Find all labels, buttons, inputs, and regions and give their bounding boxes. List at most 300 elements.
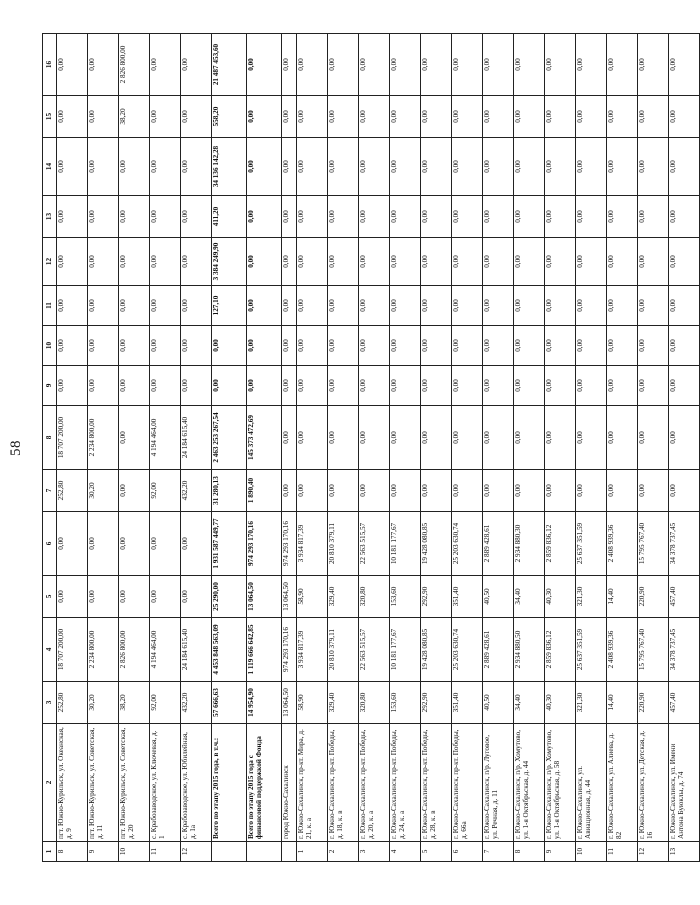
value-cell: 329,40 <box>328 576 359 618</box>
table-row <box>88 34 119 862</box>
value-cell: 432,20 <box>181 470 212 512</box>
address-cell: г. Южно-Сахалинск, ул. Алиева, д. 82 <box>607 724 638 842</box>
value-cell: 0,00 <box>88 34 119 96</box>
value-cell: 0,00 <box>328 406 359 470</box>
value-cell: 0,00 <box>297 96 328 138</box>
value-cell: 0,00 <box>607 96 638 138</box>
value-cell: 0,00 <box>57 34 88 96</box>
row-number-cell: 8 <box>57 842 88 862</box>
value-cell: 2 934 880,30 <box>514 512 545 576</box>
value-cell: 0,00 <box>359 138 390 196</box>
value-cell: 0,00 <box>607 238 638 286</box>
value-cell: 220,90 <box>638 576 669 618</box>
value-cell: 0,00 <box>421 238 452 286</box>
value-cell: 0,00 <box>181 96 212 138</box>
value-cell: 0,00 <box>297 286 328 326</box>
value-cell: 0,00 <box>638 406 669 470</box>
value-cell: 0,00 <box>119 576 150 618</box>
section-value-cell: 0,00 <box>282 470 297 512</box>
section-title: город Южно-Сахалинск <box>282 724 297 842</box>
value-cell: 40,50 <box>483 682 514 724</box>
row-number-cell: 8 <box>514 842 545 862</box>
value-cell: 0,00 <box>150 196 181 238</box>
value-cell: 0,00 <box>390 366 421 406</box>
value-cell: 0,00 <box>119 286 150 326</box>
value-cell: 0,00 <box>57 326 88 366</box>
value-cell: 0,00 <box>669 34 700 96</box>
section-value-cell: 0,00 <box>282 196 297 238</box>
row-number-cell: 9 <box>88 842 119 862</box>
value-cell: 0,00 <box>297 138 328 196</box>
column-number-header: 3 <box>43 682 57 724</box>
value-cell: 0,00 <box>181 366 212 406</box>
value-cell: 0,00 <box>669 196 700 238</box>
value-cell: 15 795 767,40 <box>638 512 669 576</box>
value-cell: 0,00 <box>669 238 700 286</box>
section-number-cell <box>282 842 297 862</box>
value-cell: 0,00 <box>359 238 390 286</box>
value-cell: 0,00 <box>359 326 390 366</box>
value-cell: 329,40 <box>328 682 359 724</box>
value-cell: 3 934 817,39 <box>297 512 328 576</box>
value-cell: 10 181 177,67 <box>390 618 421 682</box>
value-cell: 0,00 <box>607 196 638 238</box>
value-cell: 2 859 836,12 <box>545 512 576 576</box>
value-cell: 0,00 <box>88 96 119 138</box>
table-row <box>57 34 88 862</box>
value-cell: 0,00 <box>328 96 359 138</box>
value-cell: 0,00 <box>328 470 359 512</box>
value-cell: 0,00 <box>483 96 514 138</box>
value-cell: 22 563 515,57 <box>359 618 390 682</box>
value-cell: 0,00 <box>390 196 421 238</box>
value-cell: 0,00 <box>669 470 700 512</box>
table-row <box>150 34 181 862</box>
value-cell: 1 890,40 <box>247 470 282 512</box>
address-cell: Всего по этапу 2015 года, в т.ч.: <box>212 724 247 842</box>
value-cell: 0,00 <box>421 34 452 96</box>
table-row <box>545 34 576 862</box>
row-number-cell: 11 <box>607 842 638 862</box>
value-cell: 2 408 939,36 <box>607 512 638 576</box>
value-cell: 292,90 <box>421 576 452 618</box>
value-cell: 0,00 <box>421 286 452 326</box>
value-cell: 25 290,00 <box>212 576 247 618</box>
value-cell: 0,00 <box>638 96 669 138</box>
value-cell: 351,40 <box>452 682 483 724</box>
address-cell: с. Крабозаводское, ул. Ключевая, д. 1 <box>150 724 181 842</box>
value-cell: 0,00 <box>297 238 328 286</box>
value-cell: 0,00 <box>421 406 452 470</box>
value-cell: 34 378 737,45 <box>669 512 700 576</box>
value-cell: 0,00 <box>359 470 390 512</box>
table-row <box>514 34 545 862</box>
value-cell: 0,00 <box>328 366 359 406</box>
value-cell: 0,00 <box>119 196 150 238</box>
value-cell: 34 136 142,28 <box>212 138 247 196</box>
value-cell: 320,80 <box>359 682 390 724</box>
value-cell: 0,00 <box>247 238 282 286</box>
value-cell: 2 826 800,00 <box>119 34 150 96</box>
section-value-cell: 0,00 <box>282 366 297 406</box>
section-value-cell: 974 293 170,16 <box>282 618 297 682</box>
address-cell: г. Южно-Сахалинск, пр-кт. Победы, д. 66а <box>452 724 483 842</box>
value-cell: 0,00 <box>88 576 119 618</box>
table-row <box>483 34 514 862</box>
value-cell: 0,00 <box>483 406 514 470</box>
value-cell: 0,00 <box>514 238 545 286</box>
column-number-header: 14 <box>43 138 57 196</box>
column-number-header: 8 <box>43 406 57 470</box>
value-cell: 0,00 <box>638 196 669 238</box>
value-cell: 457,40 <box>669 682 700 724</box>
value-cell: 0,00 <box>181 576 212 618</box>
value-cell: 145 373 472,69 <box>247 406 282 470</box>
value-cell: 0,00 <box>669 96 700 138</box>
value-cell: 0,00 <box>150 286 181 326</box>
table-row <box>607 34 638 862</box>
value-cell: 321,30 <box>576 576 607 618</box>
value-cell: 4 453 848 563,09 <box>212 618 247 682</box>
value-cell: 0,00 <box>452 406 483 470</box>
value-cell: 14,40 <box>607 576 638 618</box>
value-cell: 0,00 <box>119 366 150 406</box>
value-cell: 2 889 428,61 <box>483 618 514 682</box>
column-number-header: 12 <box>43 238 57 286</box>
value-cell: 220,90 <box>638 682 669 724</box>
value-cell: 30,20 <box>88 682 119 724</box>
value-cell: 0,00 <box>514 406 545 470</box>
value-cell: 0,00 <box>88 366 119 406</box>
row-number-cell: 10 <box>119 842 150 862</box>
value-cell: 0,00 <box>514 366 545 406</box>
column-number-header: 7 <box>43 470 57 512</box>
value-cell: 0,00 <box>576 286 607 326</box>
value-cell: 0,00 <box>57 366 88 406</box>
section-row <box>282 34 297 862</box>
value-cell: 0,00 <box>247 286 282 326</box>
value-cell: 0,00 <box>390 326 421 366</box>
value-cell: 40,30 <box>545 576 576 618</box>
value-cell: 0,00 <box>669 326 700 366</box>
value-cell: 0,00 <box>359 34 390 96</box>
value-cell: 0,00 <box>545 196 576 238</box>
value-cell: 15 795 767,40 <box>638 618 669 682</box>
value-cell: 0,00 <box>421 138 452 196</box>
column-number-header: 9 <box>43 366 57 406</box>
table-row <box>328 34 359 862</box>
value-cell: 0,00 <box>119 512 150 576</box>
value-cell: 411,20 <box>212 196 247 238</box>
section-value-cell: 0,00 <box>282 286 297 326</box>
section-value-cell: 974 293 170,16 <box>282 512 297 576</box>
value-cell: 2 934 880,50 <box>514 618 545 682</box>
value-cell: 351,40 <box>452 576 483 618</box>
value-cell: 13 064,50 <box>247 576 282 618</box>
value-cell: 0,00 <box>119 138 150 196</box>
section-value-cell: 13 064,50 <box>282 682 297 724</box>
row-number-cell: 6 <box>452 842 483 862</box>
value-cell: 40,50 <box>483 576 514 618</box>
value-cell: 0,00 <box>421 326 452 366</box>
value-cell: 0,00 <box>390 470 421 512</box>
value-cell: 0,00 <box>607 138 638 196</box>
value-cell: 2 889 428,61 <box>483 512 514 576</box>
table-row <box>421 34 452 862</box>
value-cell: 0,00 <box>452 470 483 512</box>
header-row <box>43 34 57 862</box>
column-number-header: 15 <box>43 96 57 138</box>
value-cell: 0,00 <box>607 470 638 512</box>
value-cell: 4 194 464,00 <box>150 406 181 470</box>
value-cell: 0,00 <box>452 366 483 406</box>
address-cell: г. Южно-Сахалинск, пр-кт. Победы, д. 28, к. в <box>421 724 452 842</box>
value-cell: 0,00 <box>483 286 514 326</box>
value-cell: 0,00 <box>483 34 514 96</box>
value-cell: 0,00 <box>359 366 390 406</box>
value-cell: 0,00 <box>545 238 576 286</box>
table-row <box>452 34 483 862</box>
total-row <box>212 34 247 862</box>
value-cell: 0,00 <box>359 406 390 470</box>
value-cell: 0,00 <box>514 96 545 138</box>
value-cell: 58,90 <box>297 576 328 618</box>
address-cell: г. Южно-Сахалинск, пр-кт. Победы, д. 18, к. в <box>328 724 359 842</box>
table-row <box>297 34 328 862</box>
value-cell: 0,00 <box>297 196 328 238</box>
value-cell: 0,00 <box>57 196 88 238</box>
column-number-header: 6 <box>43 512 57 576</box>
value-cell: 0,00 <box>669 138 700 196</box>
value-cell: 14,40 <box>607 682 638 724</box>
value-cell: 0,00 <box>452 138 483 196</box>
column-number-header: 4 <box>43 618 57 682</box>
row-number-cell: 12 <box>181 842 212 862</box>
value-cell: 2 234 800,00 <box>88 618 119 682</box>
value-cell: 0,00 <box>181 238 212 286</box>
value-cell: 0,00 <box>247 96 282 138</box>
value-cell: 0,00 <box>514 326 545 366</box>
rotated-content <box>8 34 686 862</box>
value-cell: 0,00 <box>247 366 282 406</box>
value-cell: 0,00 <box>390 286 421 326</box>
value-cell: 0,00 <box>247 326 282 366</box>
value-cell: 1 119 666 642,85 <box>247 618 282 682</box>
value-cell: 0,00 <box>514 34 545 96</box>
column-number-header: 11 <box>43 286 57 326</box>
value-cell: 30,20 <box>88 470 119 512</box>
section-value-cell: 0,00 <box>282 326 297 366</box>
value-cell: 0,00 <box>57 576 88 618</box>
value-cell: 0,00 <box>390 238 421 286</box>
value-cell: 320,80 <box>359 576 390 618</box>
value-cell: 0,00 <box>328 326 359 366</box>
value-cell: 0,00 <box>576 196 607 238</box>
row-number-cell: 9 <box>545 842 576 862</box>
value-cell: 0,00 <box>88 238 119 286</box>
value-cell: 57 666,63 <box>212 682 247 724</box>
value-cell: 38,20 <box>119 96 150 138</box>
value-cell: 0,00 <box>212 366 247 406</box>
value-cell: 0,00 <box>669 366 700 406</box>
row-number-cell: 13 <box>669 842 700 862</box>
value-cell: 0,00 <box>328 196 359 238</box>
value-cell: 0,00 <box>181 286 212 326</box>
value-cell: 0,00 <box>452 196 483 238</box>
row-number-cell: 11 <box>150 842 181 862</box>
value-cell: 0,00 <box>390 138 421 196</box>
value-cell: 0,00 <box>359 196 390 238</box>
value-cell: 0,00 <box>638 470 669 512</box>
value-cell: 0,00 <box>119 406 150 470</box>
column-number-header: 13 <box>43 196 57 238</box>
value-cell: 0,00 <box>119 470 150 512</box>
value-cell: 0,00 <box>57 286 88 326</box>
value-cell: 0,00 <box>150 96 181 138</box>
value-cell: 0,00 <box>119 238 150 286</box>
value-cell: 252,80 <box>57 682 88 724</box>
value-cell: 25 637 351,59 <box>576 618 607 682</box>
value-cell: 0,00 <box>483 326 514 366</box>
value-cell: 0,00 <box>452 34 483 96</box>
column-number-header: 5 <box>43 576 57 618</box>
value-cell: 19 428 080,85 <box>421 512 452 576</box>
value-cell: 0,00 <box>150 512 181 576</box>
value-cell: 0,00 <box>328 138 359 196</box>
address-cell: пгт. Южно-Курильск, ул. Океанская, д. 9 <box>57 724 88 842</box>
column-number-header: 16 <box>43 34 57 96</box>
value-cell: 0,00 <box>545 366 576 406</box>
value-cell: 0,00 <box>297 406 328 470</box>
value-cell: 0,00 <box>607 366 638 406</box>
table-row <box>119 34 150 862</box>
address-cell: пгт. Южно-Курильск, ул. Советская, д. 11 <box>88 724 119 842</box>
total-row <box>247 34 282 862</box>
value-cell: 321,30 <box>576 682 607 724</box>
value-cell: 0,00 <box>576 326 607 366</box>
value-cell: 0,00 <box>638 326 669 366</box>
value-cell: 25 637 351,59 <box>576 512 607 576</box>
value-cell: 4 194 464,00 <box>150 618 181 682</box>
value-cell: 0,00 <box>545 286 576 326</box>
value-cell: 10 181 177,67 <box>390 512 421 576</box>
value-cell: 0,00 <box>181 138 212 196</box>
value-cell: 0,00 <box>328 34 359 96</box>
value-cell: 25 203 630,74 <box>452 618 483 682</box>
value-cell: 1 931 587 449,77 <box>212 512 247 576</box>
value-cell: 0,00 <box>452 238 483 286</box>
value-cell: 0,00 <box>638 366 669 406</box>
value-cell: 0,00 <box>483 138 514 196</box>
value-cell: 92,00 <box>150 470 181 512</box>
table-row <box>181 34 212 862</box>
address-cell: г. Южно-Сахалинск, п/р. Хомутово, ул. 1-я Октябрьская, д. 44 <box>514 724 545 842</box>
value-cell: 22 563 515,57 <box>359 512 390 576</box>
value-cell: 0,00 <box>669 406 700 470</box>
address-cell: г. Южно-Сахалинск, п/р. Луговое, ул. Речная, д. 11 <box>483 724 514 842</box>
address-cell: г. Южно-Сахалинск, ул. Имени Антона Буюклы, д. 74 <box>669 724 700 842</box>
address-cell: г. Южно-Сахалинск, пр-кт. Победы, д. 20, к. а <box>359 724 390 842</box>
value-cell: 2 826 800,00 <box>119 618 150 682</box>
value-cell: 19 428 080,85 <box>421 618 452 682</box>
value-cell: 18 707 200,00 <box>57 406 88 470</box>
value-cell: 0,00 <box>88 326 119 366</box>
table-row <box>638 34 669 862</box>
value-cell: 0,00 <box>483 470 514 512</box>
section-value-cell: 0,00 <box>282 34 297 96</box>
value-cell: 0,00 <box>359 96 390 138</box>
value-cell: 0,00 <box>88 286 119 326</box>
value-cell: 2 408 939,36 <box>607 618 638 682</box>
value-cell: 31 280,13 <box>212 470 247 512</box>
address-cell: г. Южно-Сахалинск, п/р. Хомутово, ул. 1-я Октябрьская, д. 58 <box>545 724 576 842</box>
value-cell: 0,00 <box>88 138 119 196</box>
column-number-header: 1 <box>43 842 57 862</box>
value-cell: 92,00 <box>150 682 181 724</box>
value-cell: 0,00 <box>545 326 576 366</box>
address-cell: с. Крабозаводское, ул. Юбилейная, д. 1а <box>181 724 212 842</box>
value-cell: 0,00 <box>119 326 150 366</box>
value-cell: 0,00 <box>483 366 514 406</box>
row-number-cell: 12 <box>638 842 669 862</box>
address-cell: г. Южно-Сахалинск, пр-кт. Мира, д. 21, к. а <box>297 724 328 842</box>
value-cell: 0,00 <box>421 366 452 406</box>
value-cell: 0,00 <box>181 512 212 576</box>
value-cell: 0,00 <box>181 196 212 238</box>
value-cell: 0,00 <box>150 366 181 406</box>
value-cell: 0,00 <box>545 406 576 470</box>
value-cell: 0,00 <box>576 406 607 470</box>
address-cell: г. Южно-Сахалинск, ул. Авиационная, д. 44 <box>576 724 607 842</box>
address-cell: Всего по этапу 2015 года с финансовой поддержкой Фонда <box>247 724 282 842</box>
value-cell: 20 810 379,11 <box>328 618 359 682</box>
value-cell: 14 954,90 <box>247 682 282 724</box>
value-cell: 0,00 <box>247 196 282 238</box>
value-cell: 0,00 <box>452 96 483 138</box>
value-cell: 2 463 253 267,54 <box>212 406 247 470</box>
value-cell: 0,00 <box>576 366 607 406</box>
value-cell: 0,00 <box>390 34 421 96</box>
value-cell: 0,00 <box>88 196 119 238</box>
value-cell: 0,00 <box>390 96 421 138</box>
value-cell: 0,00 <box>150 576 181 618</box>
page-number: 58 <box>8 440 24 456</box>
value-cell: 0,00 <box>514 470 545 512</box>
value-cell: 0,00 <box>638 34 669 96</box>
value-cell: 0,00 <box>390 406 421 470</box>
section-value-cell: 0,00 <box>282 96 297 138</box>
value-cell: 0,00 <box>638 238 669 286</box>
value-cell: 0,00 <box>421 96 452 138</box>
value-cell: 0,00 <box>57 138 88 196</box>
value-cell: 0,00 <box>247 138 282 196</box>
value-cell: 0,00 <box>328 286 359 326</box>
table-row <box>359 34 390 862</box>
row-number-cell: 3 <box>359 842 390 862</box>
value-cell: 0,00 <box>150 326 181 366</box>
value-cell: 153,60 <box>390 576 421 618</box>
value-cell: 0,00 <box>607 34 638 96</box>
value-cell: 0,00 <box>514 286 545 326</box>
value-cell: 0,00 <box>545 470 576 512</box>
row-number-cell: 4 <box>390 842 421 862</box>
value-cell: 0,00 <box>514 138 545 196</box>
value-cell: 18 707 200,00 <box>57 618 88 682</box>
value-cell: 0,00 <box>545 138 576 196</box>
value-cell: 974 293 170,16 <box>247 512 282 576</box>
value-cell: 0,00 <box>607 286 638 326</box>
value-cell: 21 487 453,60 <box>212 34 247 96</box>
